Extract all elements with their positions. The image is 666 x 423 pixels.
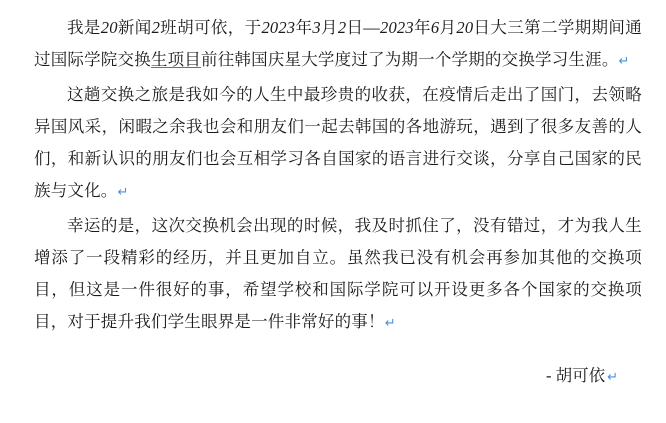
text-run: 日大三第二学期期间通过国际学院交换 [34,18,643,69]
signature-text: - 胡可依 [545,366,606,385]
paragraph-mark-icon: ↵ [607,369,618,384]
text-run: 月 [320,18,338,37]
inline-number: 2023 [261,18,296,37]
text-run: 年 [413,18,431,37]
inline-number: 2 [337,18,347,37]
inline-number: 2 [151,18,161,37]
paragraph-1 [34,12,642,77]
paragraph-mark-icon: ↵ [618,53,630,68]
document-body [34,12,642,392]
text-run: 年 [295,18,313,37]
signature [34,361,642,392]
text-run: 班胡可依，于 [160,18,262,37]
text-run: 我是 [67,18,101,37]
text-run: 幸运的是，这次交换机会出现的时候，我及时抓住了，没有错过，才为我人生增添了一段精彩的经历，并且更加自立。虽然我已没有机会再参加其他的交换项目，但这是一件很好的事，希望学校和国际学院可以开设更多各个国家的交换项目，对于提升我们学生眼界是一件非常好的事！ [34,216,642,331]
paragraph-mark-icon: ↵ [384,315,396,330]
inline-number: 20 [456,18,474,37]
inline-number: 3 [312,18,321,37]
inline-number: 2023 [380,18,414,37]
text-run: 新闻 [117,18,152,37]
inline-number: 20 [100,18,118,37]
text-run: 月 [439,18,457,37]
text-run: 日— [346,18,381,37]
paragraph-3 [34,210,642,339]
paragraph-2 [34,79,642,208]
text-run: 这趟交换之旅是我如今的人生中最珍贵的收获，在疫情后走出了国门，去领略异国风采，闲暇之余我也会和朋友们一起去韩国的各地游玩，遇到了很多友善的人们，和新认识的朋友们也会互相学习各自国家的语言进行交谈，分享自己国家的民族与文化。 [34,85,642,200]
inline-number: 6 [430,18,440,37]
underlined-text: 生项目 [150,50,202,69]
paragraph-mark-icon: ↵ [117,184,129,199]
text-run: 前往韩国庆星大学度过了为期一个学期的交换学习生涯。 [201,50,619,69]
